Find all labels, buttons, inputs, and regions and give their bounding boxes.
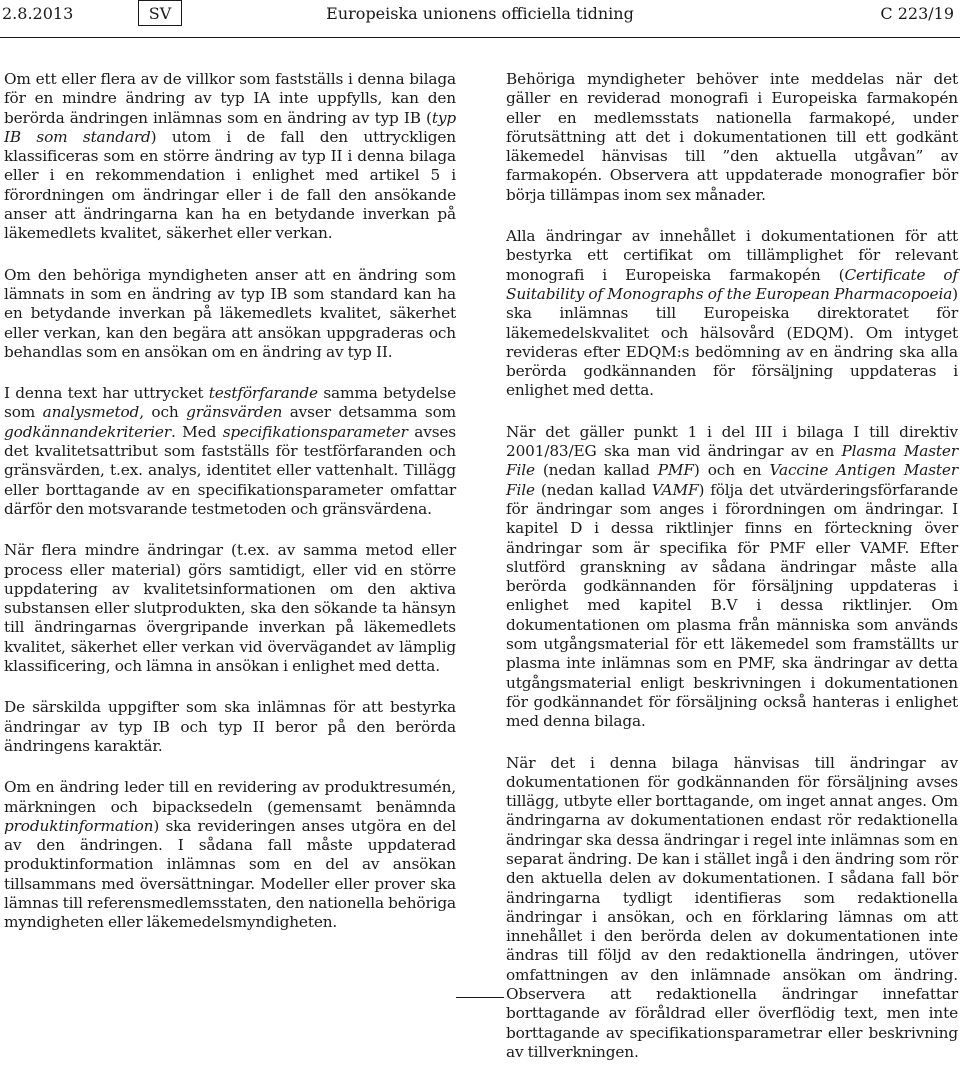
paragraph: När det i denna bilaga hänvisas till ändringar av dokumentationen för godkännanden för försäljning avses tillägg, utbyte eller borttagande, om inget annat anges. Om ändringarna av dokumentationen endast rör redaktionella ändringar ska dessa ändringar i regel inte inlämnas som en separat ändring. De kan i stället ingå i den ändring som rör den aktuella delen av dokumentationen. I sådana fall bör ändringarna tydligt identifieras som redaktionella ändringar i ansökan, och en förklaring lämnas om att innehållet i den berörda delen av dokumentationen inte ändras till följd av den redaktionella ändringen, utöver omfattningen av den inlämnade ansökan om ändring. Observera att redaktionella ändringar innefattar borttagande av föråldrad eller överflödig text, men inte borttagande av specifikationsparametrar eller beskrivning av tillverkningen. bbox=[506, 753, 958, 1061]
paragraph: Om en ändring leder till en revidering av produktresumén, märkningen och bipacksedeln (gemensamt benämnda produktinformation) ska revideringen anses utgöra en del av den ändringen. I sådana fall måste uppdaterad produktinformation inlämnas som en del av ansökan tillsammans med översättningar. Modeller eller prover ska lämnas till referensmedlemsstaten, den nationella behöriga myndigheten eller läkemedelsmyndigheten. bbox=[4, 778, 456, 932]
journal-title: Europeiska unionens officiella tidning bbox=[326, 4, 634, 23]
footer-divider bbox=[456, 997, 504, 998]
paragraph: Alla ändringar av innehållet i dokumentationen för att bestyrka ett certifikat om tillämplighet för relevant monografi i Europeiska farmakopén (Certificate of Suitability of Monographs of the European Pharmacopoeia) ska inlämnas till Europeiska direktoratet för läkemedelskvalitet och hälsovård (EDQM). Om intyget revideras efter EDQM:s bedömning av en ändring ska alla berörda godkännanden för försäljning uppdateras i enlighet med detta. bbox=[506, 227, 958, 400]
paragraph: När flera mindre ändringar (t.ex. av samma metod eller process eller material) görs samtidigt, eller vid en större uppdatering av kvalitetsinformationen om den aktiva substansen eller slutprodukten, ska den sökande ta hänsyn till ändringarnas övergripande inverkan på läkemedlets kvalitet, säkerhet eller verkan vid övervägandet av lämplig klassificering, och lämna in ansökan i enlighet med detta. bbox=[4, 541, 456, 676]
left-column bbox=[4, 70, 456, 955]
paragraph: Om ett eller flera av de villkor som fastställs i denna bilaga för en mindre ändring av typ IA inte uppfylls, kan den berörda ändringen inlämnas som en ändring av typ IB (typ IB som standard) utom i de fall den uttryckligen klassificeras som en större ändring av typ II i denna bilaga eller i en rekommendation i enlighet med artikel 5 i förordningen om ändringar eller i de fall den ansökande anser att ändringarna kan ha en betydande inverkan på läkemedlets kvalitet, säkerhet eller verkan. bbox=[4, 70, 456, 243]
paragraph: Behöriga myndigheter behöver inte meddelas när det gäller en reviderad monografi i Europeiska farmakopén eller en medlemsstats nationella farmakopé, under förutsättning att det i dokumentationen till ett godkänt läkemedel hänvisas till ”den aktuella utgåvan” av farmakopén. Observera att uppdaterade monografier bör börja tillämpas inom sex månader. bbox=[506, 70, 958, 204]
page-reference: C 223/19 bbox=[880, 4, 954, 23]
right-column bbox=[506, 70, 958, 1084]
paragraph: När det gäller punkt 1 i del III i bilaga I till direktiv 2001/83/EG ska man vid ändringar av en Plasma Master File (nedan kallad PMF) och en Vaccine Antigen Master File (nedan kallad VAMF) följa det utvärderingsförfarande för ändringar som anges i förordningen om ändringar. I kapitel D i dessa riktlinjer finns en förteckning över ändringar som är specifika för PMF eller VAMF. Efter slutförd granskning av sådana ändringar måste alla berörda godkännanden för försäljning uppdateras i enlighet med kapitel B.V i dessa riktlinjer. Om dokumentationen om plasma från människa som används som utgångsmaterial för ett läkemedel som framställts ur plasma inte inlämnas som en PMF, ska ändringar av detta utgångsmaterial enligt beskrivningen i dokumentationen för godkännandet för försäljning också hanteras i enlighet med denna bilaga. bbox=[506, 422, 958, 731]
page-header bbox=[0, 0, 960, 30]
header-divider bbox=[0, 37, 960, 38]
language-badge: SV bbox=[138, 0, 182, 26]
paragraph: Om den behöriga myndigheten anser att en ändring som lämnats in som en ändring av typ IB som standard kan ha en betydande inverkan på läkemedlets kvalitet, säkerhet eller verkan, kan den begära att ansökan uppgraderas och behandlas som en ansökan om en ändring av typ II. bbox=[4, 265, 456, 361]
paragraph: I denna text har uttrycket testförfarande samma betydelse som analysmetod, och gränsvärden avser detsamma som godkännandekriterier. Med specifikationsparameter avses det kvalitetsattribut som fastställs för testförfaranden och gränsvärden, t.ex. analys, identitet eller vattenhalt. Tillägg eller borttagande av en specifikationsparameter omfattar därför den motsvarande testmetoden och gränsvärdena. bbox=[4, 384, 457, 518]
publication-date: 2.8.2013 bbox=[2, 4, 74, 23]
paragraph: De särskilda uppgifter som ska inlämnas för att bestyrka ändringar av typ IB och typ II beror på den berörda ändringens karaktär. bbox=[4, 698, 456, 755]
